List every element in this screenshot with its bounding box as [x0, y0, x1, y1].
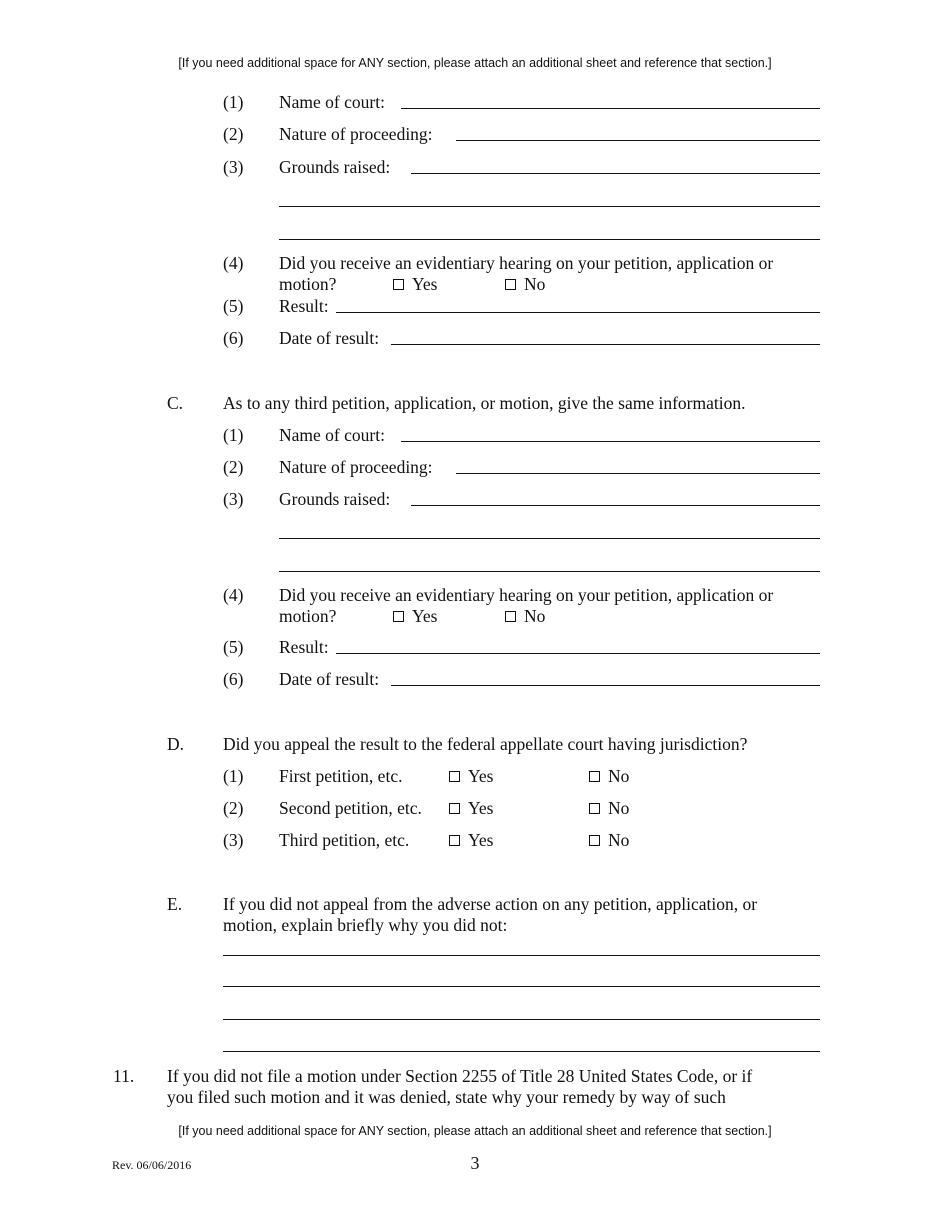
- d-second-petition-label: Second petition, etc.: [279, 798, 422, 818]
- d-second-petition-no-option[interactable]: [589, 797, 629, 819]
- e-explanation-line-4[interactable]: [223, 1051, 820, 1052]
- section-e-question-cont: motion, explain briefly why you did not:: [223, 915, 508, 935]
- c-nature-of-proceeding-label: Nature of proceeding:: [279, 457, 433, 477]
- c-hearing-no-option[interactable]: [505, 605, 545, 627]
- b-hearing-no-option[interactable]: [505, 273, 545, 295]
- b-hearing-question-cont: motion?: [279, 274, 337, 294]
- e-explanation-line-1[interactable]: [223, 955, 820, 956]
- b-nature-of-proceeding-label: Nature of proceeding:: [279, 124, 433, 144]
- yes-label: Yes: [468, 766, 494, 786]
- e-explanation-line-3[interactable]: [223, 1019, 820, 1020]
- d-first-petition-no-option[interactable]: [589, 765, 629, 787]
- checkbox-icon[interactable]: [393, 611, 404, 622]
- c-grounds-raised-label: Grounds raised:: [279, 489, 391, 509]
- b-item-5-number: (5): [223, 296, 244, 316]
- yes-label: Yes: [468, 798, 494, 818]
- no-label: No: [524, 606, 546, 626]
- c-hearing-yes-option[interactable]: [393, 605, 437, 627]
- d-third-petition-yes-option[interactable]: [449, 829, 493, 851]
- d-first-petition-yes-option[interactable]: [449, 765, 493, 787]
- e-explanation-line-2[interactable]: [223, 986, 820, 987]
- b-item-3-number: (3): [223, 157, 244, 177]
- c-item-1-number: (1): [223, 425, 244, 445]
- c-result-label: Result:: [279, 637, 329, 657]
- c-result-field[interactable]: [336, 653, 820, 654]
- b-grounds-raised-line-3[interactable]: [279, 239, 820, 240]
- c-grounds-raised-field[interactable]: [411, 505, 820, 506]
- checkbox-icon[interactable]: [449, 835, 460, 846]
- b-item-2-number: (2): [223, 124, 244, 144]
- d-third-petition-label: Third petition, etc.: [279, 830, 410, 850]
- checkbox-icon[interactable]: [393, 279, 404, 290]
- checkbox-icon[interactable]: [589, 835, 600, 846]
- checkbox-icon[interactable]: [505, 279, 516, 290]
- yes-label: Yes: [412, 274, 438, 294]
- c-grounds-raised-line-2[interactable]: [279, 538, 820, 539]
- b-item-1-number: (1): [223, 92, 244, 112]
- question-11-text-cont: you filed such motion and it was denied, state why your remedy by way of such: [167, 1087, 726, 1107]
- b-grounds-raised-line-2[interactable]: [279, 206, 820, 207]
- c-hearing-question: Did you receive an evidentiary hearing on your petition, application or: [279, 585, 774, 605]
- checkbox-icon[interactable]: [589, 803, 600, 814]
- checkbox-icon[interactable]: [505, 611, 516, 622]
- section-c-letter: C.: [167, 393, 184, 413]
- c-nature-of-proceeding-field[interactable]: [456, 473, 820, 474]
- b-date-of-result-field[interactable]: [391, 344, 820, 345]
- section-c-heading: As to any third petition, application, or motion, give the same information.: [223, 393, 746, 413]
- b-grounds-raised-field[interactable]: [411, 173, 820, 174]
- no-label: No: [608, 798, 630, 818]
- question-11-number: 11.: [113, 1066, 135, 1086]
- checkbox-icon[interactable]: [449, 803, 460, 814]
- section-d-heading: Did you appeal the result to the federal appellate court having jurisdiction?: [223, 734, 748, 754]
- b-result-label: Result:: [279, 296, 329, 316]
- d-second-petition-yes-option[interactable]: [449, 797, 493, 819]
- c-item-2-number: (2): [223, 457, 244, 477]
- c-item-3-number: (3): [223, 489, 244, 509]
- c-name-of-court-label: Name of court:: [279, 425, 385, 445]
- no-label: No: [524, 274, 546, 294]
- b-item-4-number: (4): [223, 253, 244, 273]
- question-11-text: If you did not file a motion under Section 2255 of Title 28 United States Code, or if: [167, 1066, 753, 1086]
- no-label: No: [608, 766, 630, 786]
- d-item-2-number: (2): [223, 798, 244, 818]
- section-e-question: If you did not appeal from the adverse action on any petition, application, or: [223, 894, 758, 914]
- c-hearing-question-cont: motion?: [279, 606, 337, 626]
- revision-date: Rev. 06/06/2016: [112, 1158, 192, 1172]
- d-first-petition-label: First petition, etc.: [279, 766, 403, 786]
- d-item-1-number: (1): [223, 766, 244, 786]
- b-name-of-court-field[interactable]: [401, 108, 820, 109]
- section-d-letter: D.: [167, 734, 185, 754]
- b-name-of-court-label: Name of court:: [279, 92, 385, 112]
- b-hearing-question: Did you receive an evidentiary hearing on your petition, application or: [279, 253, 774, 273]
- b-grounds-raised-label: Grounds raised:: [279, 157, 391, 177]
- d-third-petition-no-option[interactable]: [589, 829, 629, 851]
- yes-label: Yes: [468, 830, 494, 850]
- b-date-of-result-label: Date of result:: [279, 328, 380, 348]
- c-item-6-number: (6): [223, 669, 244, 689]
- c-name-of-court-field[interactable]: [401, 441, 820, 442]
- yes-label: Yes: [412, 606, 438, 626]
- c-item-5-number: (5): [223, 637, 244, 657]
- no-label: No: [608, 830, 630, 850]
- b-hearing-yes-option[interactable]: [393, 273, 437, 295]
- section-e-letter: E.: [167, 894, 183, 914]
- c-date-of-result-field[interactable]: [391, 685, 820, 686]
- b-item-6-number: (6): [223, 328, 244, 348]
- d-item-3-number: (3): [223, 830, 244, 850]
- bottom-instruction-note: [If you need additional space for ANY section, please attach an additional sheet and reference that section.]: [178, 1124, 772, 1138]
- page-number: 3: [470, 1153, 480, 1173]
- b-nature-of-proceeding-field[interactable]: [456, 140, 820, 141]
- c-item-4-number: (4): [223, 585, 244, 605]
- top-instruction-note: [If you need additional space for ANY section, please attach an additional sheet and reference that section.]: [178, 56, 772, 70]
- c-grounds-raised-line-3[interactable]: [279, 571, 820, 572]
- checkbox-icon[interactable]: [589, 771, 600, 782]
- checkbox-icon[interactable]: [449, 771, 460, 782]
- b-result-field[interactable]: [336, 312, 820, 313]
- c-date-of-result-label: Date of result:: [279, 669, 380, 689]
